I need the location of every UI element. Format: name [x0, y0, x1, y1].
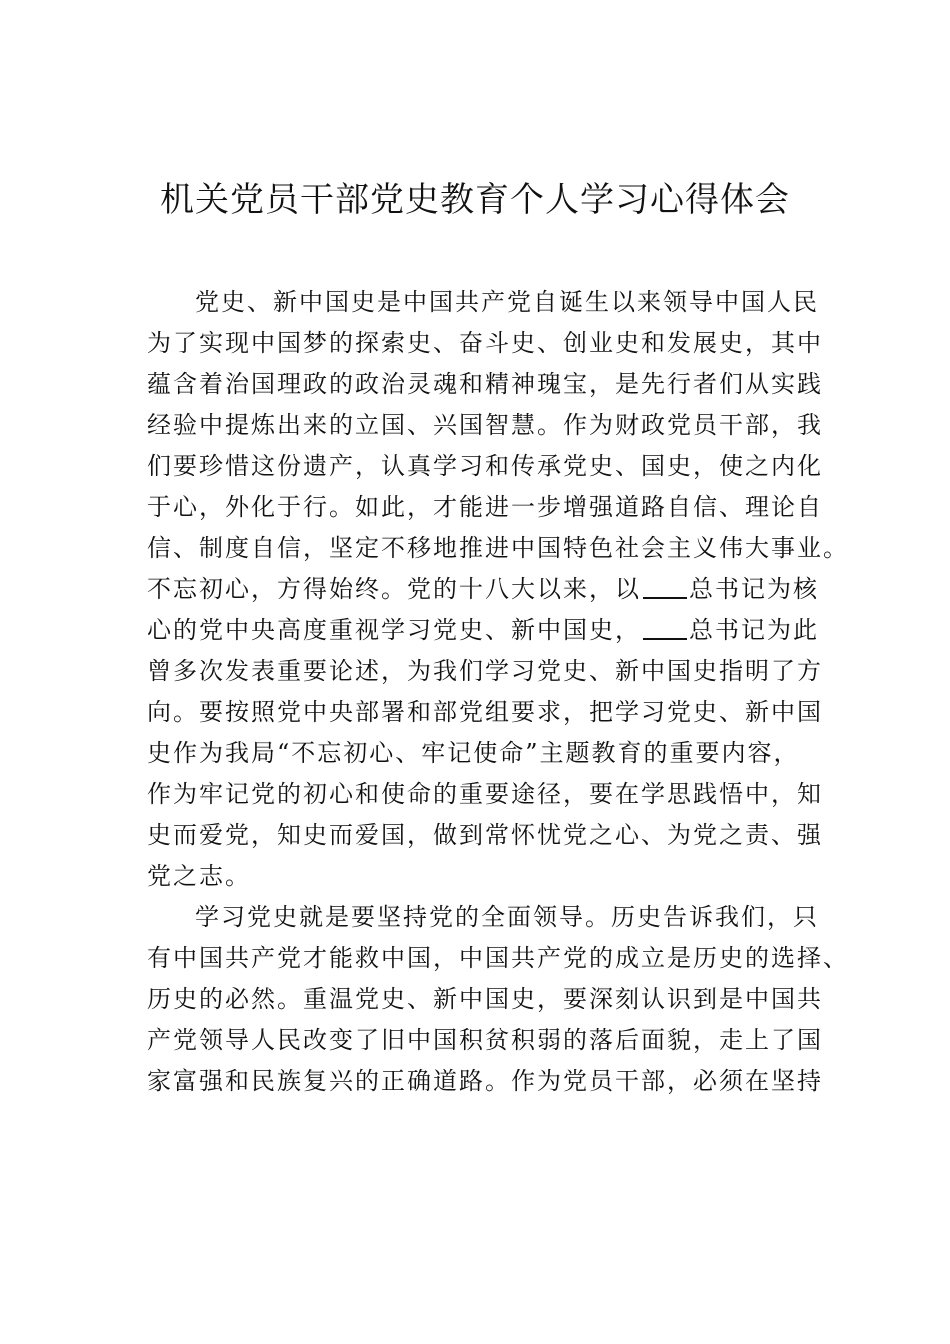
line-text: 总书记为核 [689, 575, 819, 603]
paragraph-line: 学习党史就是要坚持党的全面领导。历史告诉我们，只 [195, 903, 819, 931]
paragraph-line: 信、制度自信，坚定不移地推进中国特色社会主义伟大事业。 [147, 534, 849, 562]
paragraph-line: 蕴含着治国理政的政治灵魂和精神瑰宝，是先行者们从实践 [147, 370, 823, 398]
paragraph-2 [147, 897, 849, 1102]
paragraph-line: 产党领导人民改变了旧中国积贫积弱的落后面貌，走上了国 [147, 1026, 823, 1054]
paragraph-line: 史作为我局“不忘初心、牢记使命”主题教育的重要内容， [147, 739, 800, 767]
paragraph-1 [147, 282, 849, 897]
line-text: 总书记为此 [689, 616, 819, 644]
paragraph-line: 有中国共产党才能救中国，中国共产党的成立是历史的选择、 [147, 944, 849, 972]
redacted-blank [643, 573, 687, 599]
paragraph-line: 史而爱党，知史而爱国，做到常怀忧党之心、为党之责、强 [147, 821, 823, 849]
line-text: 心的党中央高度重视学习党史、新中国史， [147, 616, 641, 644]
document-body [147, 282, 849, 1102]
paragraph-line: 为了实现中国梦的探索史、奋斗史、创业史和发展史，其中 [147, 329, 823, 357]
paragraph-line [147, 610, 837, 651]
paragraph-line: 作为牢记党的初心和使命的重要途径，要在学思践悟中，知 [147, 780, 823, 808]
paragraph-line [147, 569, 837, 610]
paragraph-line: 曾多次发表重要论述，为我们学习党史、新中国史指明了方 [147, 657, 823, 685]
paragraph-line: 向。要按照党中央部署和部党组要求，把学习党史、新中国 [147, 698, 823, 726]
page-title: 机关党员干部党史教育个人学习心得体会 [160, 180, 790, 220]
paragraph-line: 历史的必然。重温党史、新中国史，要深刻认识到是中国共 [147, 985, 823, 1013]
line-text: 不忘初心，方得始终。党的十八大以来，以 [147, 575, 641, 603]
paragraph-line: 党史、新中国史是中国共产党自诞生以来领导中国人民 [195, 288, 819, 316]
paragraph-line: 经验中提炼出来的立国、兴国智慧。作为财政党员干部，我 [147, 411, 823, 439]
paragraph-line: 党之志。 [147, 862, 251, 890]
redacted-blank [643, 614, 687, 640]
paragraph-line: 们要珍惜这份遗产，认真学习和传承党史、国史，使之内化 [147, 452, 823, 480]
paragraph-line: 于心，外化于行。如此，才能进一步增强道路自信、理论自 [147, 493, 823, 521]
paragraph-line: 家富强和民族复兴的正确道路。作为党员干部，必须在坚持 [147, 1067, 823, 1095]
